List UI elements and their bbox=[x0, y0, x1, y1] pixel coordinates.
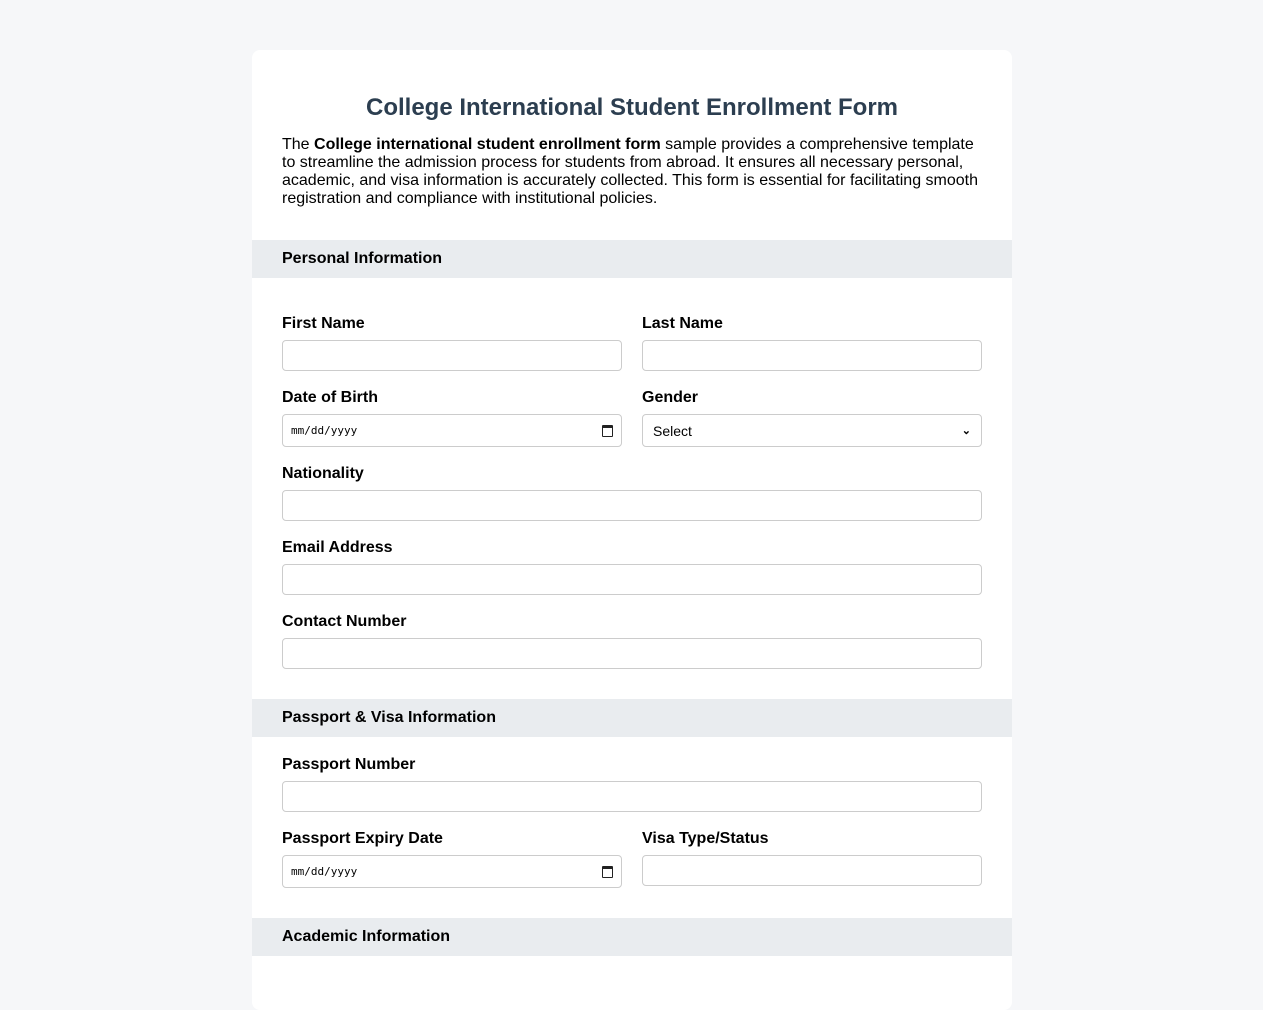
passport-expiry-input[interactable] bbox=[282, 855, 622, 888]
section-passport bbox=[252, 737, 1012, 918]
nationality-label: Nationality bbox=[282, 465, 364, 482]
first-name-input[interactable] bbox=[282, 340, 622, 371]
section-header-passport: Passport & Visa Information bbox=[252, 699, 1012, 737]
dob-label: Date of Birth bbox=[282, 389, 378, 406]
first-name-label: First Name bbox=[282, 315, 365, 332]
passport-expiry-label: Passport Expiry Date bbox=[282, 830, 443, 847]
dob-placeholder: mm/dd/yyyy bbox=[291, 424, 358, 437]
contact-input[interactable] bbox=[282, 638, 982, 669]
last-name-label: Last Name bbox=[642, 315, 723, 332]
email-label: Email Address bbox=[282, 539, 393, 556]
section-header-personal: Personal Information bbox=[252, 240, 1012, 278]
visa-input[interactable] bbox=[642, 855, 982, 886]
intro-pre: The bbox=[282, 136, 315, 153]
page-title: College International Student Enrollment Form bbox=[365, 94, 899, 121]
dob-input[interactable] bbox=[282, 414, 622, 447]
section-personal bbox=[252, 278, 1012, 699]
chevron-down-icon: ⌄ bbox=[961, 425, 971, 437]
intro-post: sample provides a comprehensive template to streamline the admission process for students from abroad. It ensures all necessary personal, academic, and visa information is accurately collected. This form is essential for facilitating smooth registration and compliance with institutional policies. bbox=[282, 136, 979, 207]
gender-selected: Select bbox=[653, 422, 692, 439]
last-name-input[interactable] bbox=[642, 340, 982, 371]
contact-label: Contact Number bbox=[282, 613, 407, 630]
calendar-icon[interactable] bbox=[602, 866, 613, 878]
passport-number-input[interactable] bbox=[282, 781, 982, 812]
visa-label: Visa Type/Status bbox=[642, 830, 769, 847]
section-header-academic: Academic Information bbox=[252, 918, 1012, 956]
gender-select[interactable] bbox=[642, 414, 982, 447]
gender-label: Gender bbox=[642, 389, 699, 406]
enrollment-form-card bbox=[252, 50, 1012, 1010]
email-input[interactable] bbox=[282, 564, 982, 595]
intro-bold: College international student enrollment form bbox=[314, 136, 661, 153]
intro-paragraph bbox=[282, 136, 982, 208]
nationality-input[interactable] bbox=[282, 490, 982, 521]
passport-number-label: Passport Number bbox=[282, 756, 416, 773]
calendar-icon[interactable] bbox=[602, 425, 613, 437]
expiry-placeholder: mm/dd/yyyy bbox=[291, 865, 358, 878]
